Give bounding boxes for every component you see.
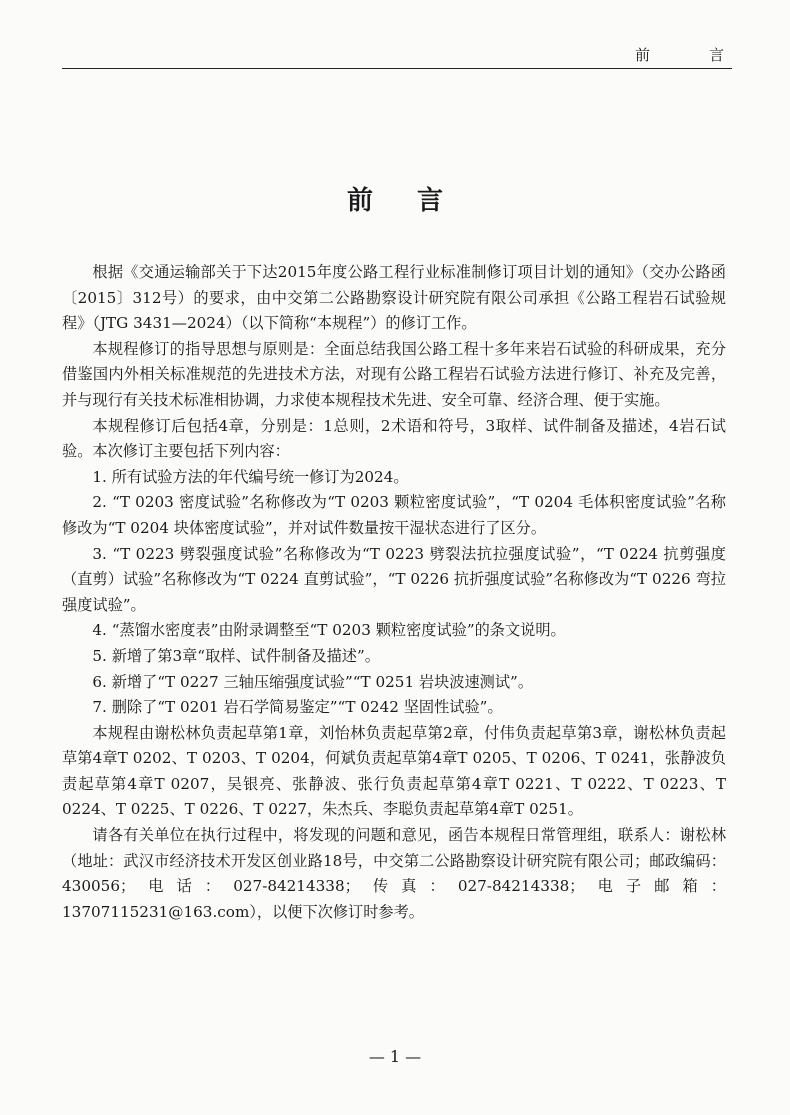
paragraph: 本规程修订后包括4章，分别是：1总则，2术语和符号，3取样、试件制备及描述，4岩石试验。本次修订主要包括下列内容： — [62, 416, 726, 461]
paragraph: 请各有关单位在执行过程中，将发现的问题和意见，函告本规程日常管理组，联系人：谢松林（地址：武汉市经济技术开发区创业路18号，中交第二公路勘察设计研究院有限公司；邮政编码：430056；电话：027-84214338；传真：027-84214338；电子邮箱：13707115231@163.com），以便下次修订时参考。 — [62, 826, 726, 921]
list-item: 2. “T 0203 密度试验”名称修改为“T 0203 颗粒密度试验”，“T 0204 毛体积密度试验”名称修改为“T 0204 块体密度试验”，并对试件数量按干湿状态进行了区分。 — [62, 493, 726, 537]
list-item: 1. 所有试验方法的年代编号统一修订为2024。 — [92, 467, 409, 486]
list-item: 4. “蒸馏水密度表”由附录调整至“T 0203 颗粒密度试验”的条文说明。 — [92, 621, 566, 640]
list-item: 5. 新增了第3章“取样、试件制备及描述”。 — [92, 646, 380, 665]
list-item: 3. “T 0223 劈裂强度试验”名称修改为“T 0223 劈裂法抗拉强度试验”，“T 0224 抗剪强度（直剪）试验”名称修改为“T 0224 直剪试验”，“T 0226 抗折强度试验”名称修改为“T 0226 弯拉强度试验”。 — [62, 544, 726, 614]
paragraph: 根据《交通运输部关于下达2015年度公路工程行业标准制修订项目计划的通知》（交办公路函〔2015〕312号）的要求，由中交第二公路勘察设计研究院有限公司承担《公路工程岩石试验规程》（JTG 3431—2024）（以下简称“本规程”）的修订工作。 — [62, 263, 726, 333]
list-item: 6. 新增了“T 0227 三轴压缩强度试验”“T 0251 岩块波速测试”。 — [92, 672, 534, 691]
paragraph: 本规程由谢松林负责起草第1章，刘怡林负责起草第2章，付伟负责起草第3章，谢松林负责起草第4章T 0202、T 0203、T 0204，何斌负责起草第4章T 0205、T 0206、T 0241，张静波负责起草第4章T 0207，吴银亮、张静波、张行负责起草第4章T 0221、T 0222、T 0223、T 0224、T 0225、T 0226、T 0227，朱杰兵、李聪负责起草第4章T 0251。 — [62, 723, 726, 819]
running-header: 前 言 — [634, 46, 746, 64]
page-number: — 1 — — [368, 1047, 422, 1066]
page-title: 前言 — [346, 186, 487, 216]
header-divider — [62, 68, 732, 69]
list-item: 7. 删除了“T 0201 岩石学简易鉴定”“T 0242 坚固性试验”。 — [92, 698, 503, 717]
body-text — [62, 260, 726, 925]
paragraph: 本规程修订的指导思想与原则是：全面总结我国公路工程十多年来岩石试验的科研成果，充分借鉴国内外相关标准规范的先进技术方法，对现有公路工程岩石试验方法进行修订、补充及完善，并与现行有关技术标准相协调，力求使本规程技术先进、安全可靠、经济合理、便于实施。 — [62, 339, 726, 409]
